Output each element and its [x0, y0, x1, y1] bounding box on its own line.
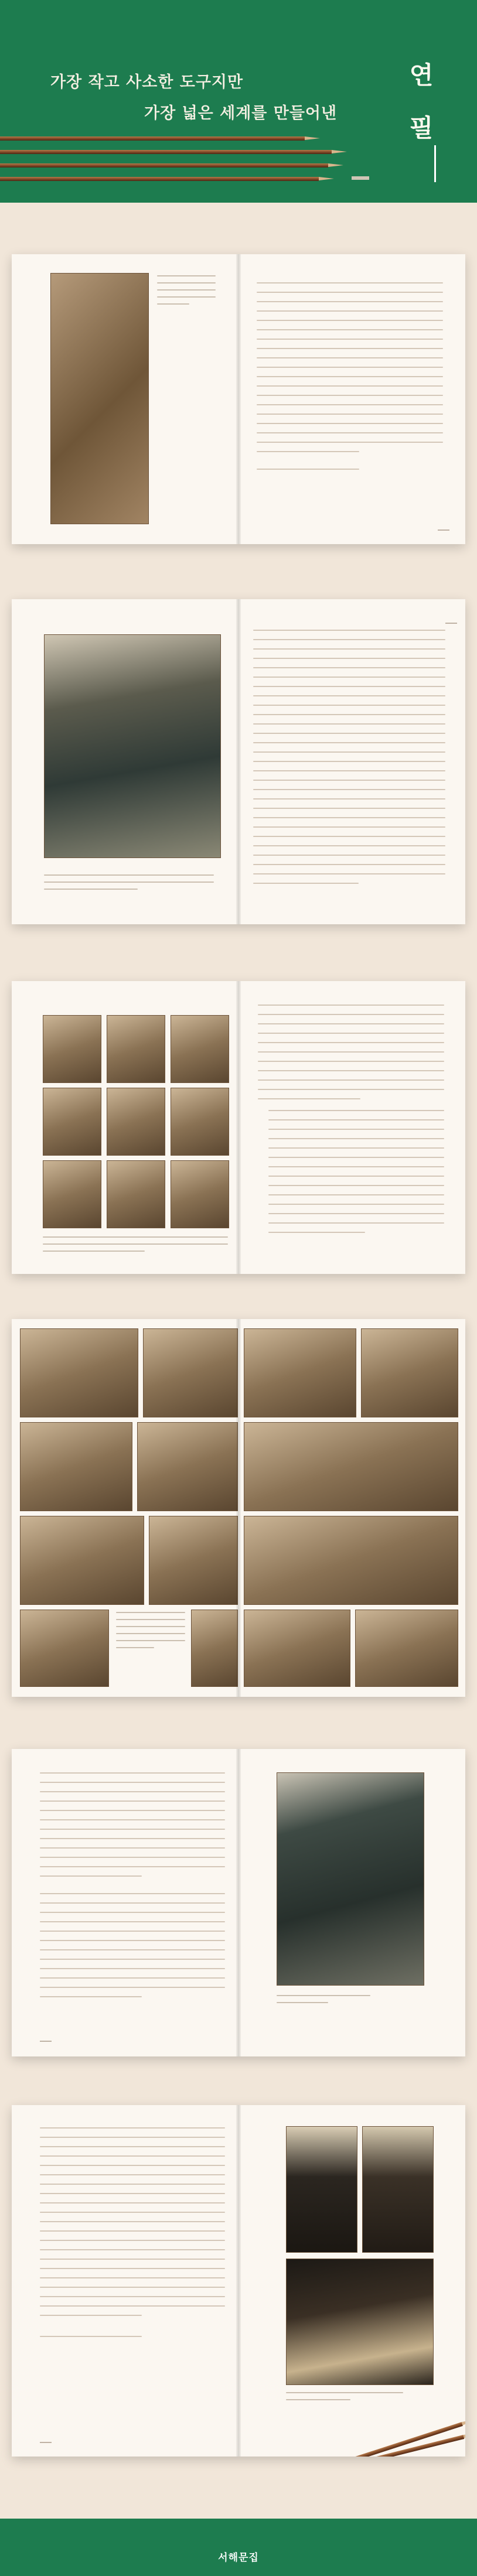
- spread-3: [12, 981, 465, 1274]
- photo-factory-hall-13: [244, 1610, 350, 1687]
- spread-1: [12, 254, 465, 544]
- photo-factory-hall-2: [143, 1328, 238, 1417]
- body-text-1: [257, 282, 443, 478]
- publisher-logo: 서해문집: [218, 2552, 259, 2564]
- photo-factory-hall-14: [355, 1610, 458, 1687]
- spread-4: [12, 1319, 465, 1697]
- photo-factory-hall-10: [244, 1516, 458, 1605]
- photo-factory-hall-12: [191, 1610, 238, 1687]
- pencil-3-icon: [0, 163, 328, 168]
- body-text-6: [40, 2127, 225, 2345]
- spread-6: [12, 2105, 465, 2457]
- photo-faber-pencil-boxes: [44, 634, 221, 858]
- photo-factory-hall-6: [137, 1422, 238, 1511]
- pencil-2-icon: [0, 150, 332, 154]
- photo-worker-1: [43, 1015, 101, 1083]
- photo-factory-hall-1: [20, 1328, 138, 1417]
- caption-1: [157, 275, 216, 310]
- photo-factory-hall-9: [149, 1516, 238, 1605]
- photo-worker-5: [107, 1088, 165, 1156]
- title-divider: [434, 145, 436, 182]
- body-text-2: [253, 630, 445, 892]
- book-title-text: 연필: [409, 61, 434, 142]
- page-number-1: [438, 529, 449, 531]
- caption-4: [116, 1612, 185, 1654]
- photo-eversharp-ad-1: [286, 2126, 357, 2253]
- book-title: [404, 49, 439, 155]
- photo-factory-hall-5: [20, 1422, 132, 1511]
- subtitle-line-1: 가장 작고 사소한 도구지만: [50, 73, 244, 91]
- spread-5: [12, 1749, 465, 2056]
- illustration-pencil-engravings: [50, 273, 149, 524]
- caption-3: [43, 1236, 228, 1258]
- photo-factory-hall-4: [361, 1328, 458, 1417]
- pencil-1-icon: [0, 136, 305, 141]
- photo-worker-2: [107, 1015, 165, 1083]
- caption-6: [286, 2392, 403, 2406]
- subtitle-line-2: 가장 넓은 세계를 만들어낸: [144, 104, 338, 122]
- photo-factory-hall-7: [244, 1422, 458, 1511]
- caption-2: [44, 874, 214, 896]
- page-number-2: [445, 623, 457, 624]
- photo-worker-3: [171, 1015, 229, 1083]
- photo-eberhard-faber-catalog: [277, 1772, 424, 1986]
- footer-bar: [0, 2519, 477, 2576]
- photo-worker-8: [107, 1160, 165, 1228]
- photo-worker-4: [43, 1088, 101, 1156]
- pen-nib-icon: [352, 176, 369, 180]
- pencil-4-icon: [0, 177, 319, 181]
- photo-factory-hall-11: [20, 1610, 109, 1687]
- body-text-3b: [268, 1110, 444, 1241]
- photo-eversharp-ad-3: [286, 2259, 434, 2385]
- photo-factory-hall-8: [20, 1516, 144, 1605]
- body-text-5: [40, 1772, 225, 2006]
- photo-worker-6: [171, 1088, 229, 1156]
- photo-worker-9: [171, 1160, 229, 1228]
- photo-eversharp-ad-2: [362, 2126, 434, 2253]
- page-number-5: [40, 2041, 52, 2042]
- caption-5: [277, 1995, 370, 2009]
- header-banner: [0, 0, 477, 203]
- photo-worker-7: [43, 1160, 101, 1228]
- photo-factory-hall-3: [244, 1328, 356, 1417]
- page-number-6: [40, 2442, 52, 2443]
- spread-2: [12, 599, 465, 924]
- body-text-3a: [258, 1005, 444, 1108]
